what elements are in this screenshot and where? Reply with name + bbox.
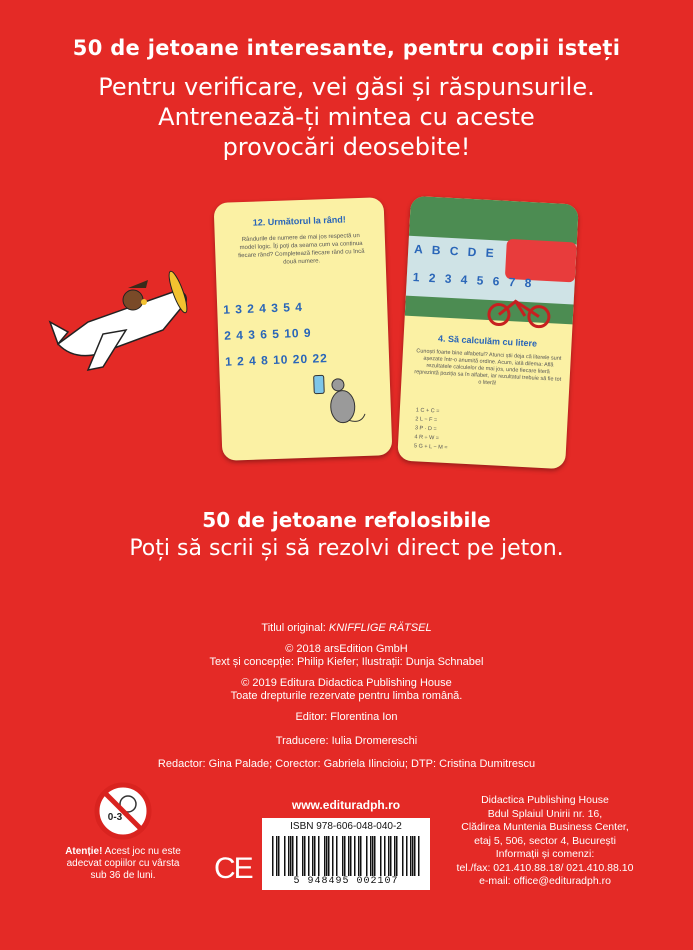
website-link[interactable]: www.edituradph.ro <box>291 798 401 812</box>
section2-title: 50 de jetoane refolosibile <box>202 508 491 532</box>
credit-text-concept: Text și concepție: Philip Kiefer; Ilustrații: Dunja Schnabel <box>209 656 484 668</box>
card-left-text: Rândurile de numere de mai jos respectă un model logic. Îți poți da seama cum va continua fiecare rând? Completează fiecare rând cu încă două numere. <box>238 232 365 266</box>
card-right-letters: A B C D E <box>413 242 498 261</box>
sample-card-right <box>397 196 579 469</box>
card-right-title: 4. Să calculăm cu litere <box>437 333 538 349</box>
card-left-row-1: 1 3 2 4 3 5 4 <box>223 299 304 317</box>
credit-copyright-1: © 2018 arsEdition GmbH <box>285 643 408 655</box>
airplane-illustration <box>48 262 198 382</box>
age-warning-label: 0-3 <box>107 812 123 823</box>
credit-editor: Editor: Florentina Ion <box>295 711 398 723</box>
headline: 50 de jetoane interesante, pentru copii isteți <box>72 36 621 60</box>
ce-mark-icon: CE <box>214 852 252 885</box>
credit-copyright-2: © 2019 Editura Didactica Publishing House <box>241 677 452 689</box>
credit-original-title: Titlul original: KNIFFLIGE RÄTSEL <box>261 622 432 634</box>
credit-rights: Toate drepturile rezervate pentru limba română. <box>230 690 463 702</box>
barcode <box>262 818 430 890</box>
sample-card-left <box>214 197 393 461</box>
section2-text: Poți să scrii și să rezolvi direct pe jeton. <box>129 536 564 561</box>
card-left-row-3: 1 2 4 8 10 20 22 <box>224 351 329 369</box>
card-left-row-2: 2 4 3 6 5 10 9 <box>223 325 312 343</box>
barcode-digits: 5 948495 002107 <box>293 876 399 887</box>
isbn-text: ISBN 978-606-048-040-2 <box>290 821 402 832</box>
subtitle-line-3: provocări deosebite! <box>222 133 471 161</box>
bicycle-illustration <box>484 292 556 330</box>
mouse-illustration <box>307 370 369 432</box>
card-left-title: 12. Următorul la rând! <box>252 214 346 228</box>
subtitle-line-1: Pentru verificare, vei găsi și răspunsurile. <box>98 73 595 101</box>
credit-staff: Redactor: Gina Palade; Corector: Gabriela Ilincioiu; DTP: Cristina Dumitrescu <box>157 758 536 770</box>
barcode-bars <box>272 836 420 876</box>
credit-translation: Traducere: Iulia Dromereschi <box>275 735 418 747</box>
age-warning-text: Atenție! Acest joc nu este adecvat copiilor cu vârsta sub 36 de luni. <box>65 846 181 881</box>
publisher-info: Didactica Publishing House Bdul Splaiul Unirii nr. 16, Clădirea Muntenia Business Center, etaj 5, 506, sector 4, București Informații și comenzi: tel./fax: 021.410.88.18/ 021.410.88.10 e-mail: office@edituradph.ro <box>440 794 650 889</box>
card-right-calcs: 1 C + C = 2 L − F = 3 P · D = 4 R ÷ W = 5 G + L − M = <box>413 407 448 452</box>
subtitle-line-2: Antrenează-ți mintea cu aceste <box>158 103 535 131</box>
card-right-numbers: 1 2 3 4 5 6 7 8 <box>412 269 535 291</box>
card-right-text: Cunoști foarte bine alfabetul? Atunci știi deja că literele sunt așezate într-o anumită ordine. Acum, iată dilema: Află rezultatele calculelor de mai jos, unde fiecare literă reprezintă poziția sa în alfabet, iar rezultatul trebuie să fie tot o literă! <box>414 348 562 387</box>
publisher-email[interactable]: e-mail: office@edituradph.ro <box>479 875 611 887</box>
age-warning-icon <box>94 782 152 840</box>
